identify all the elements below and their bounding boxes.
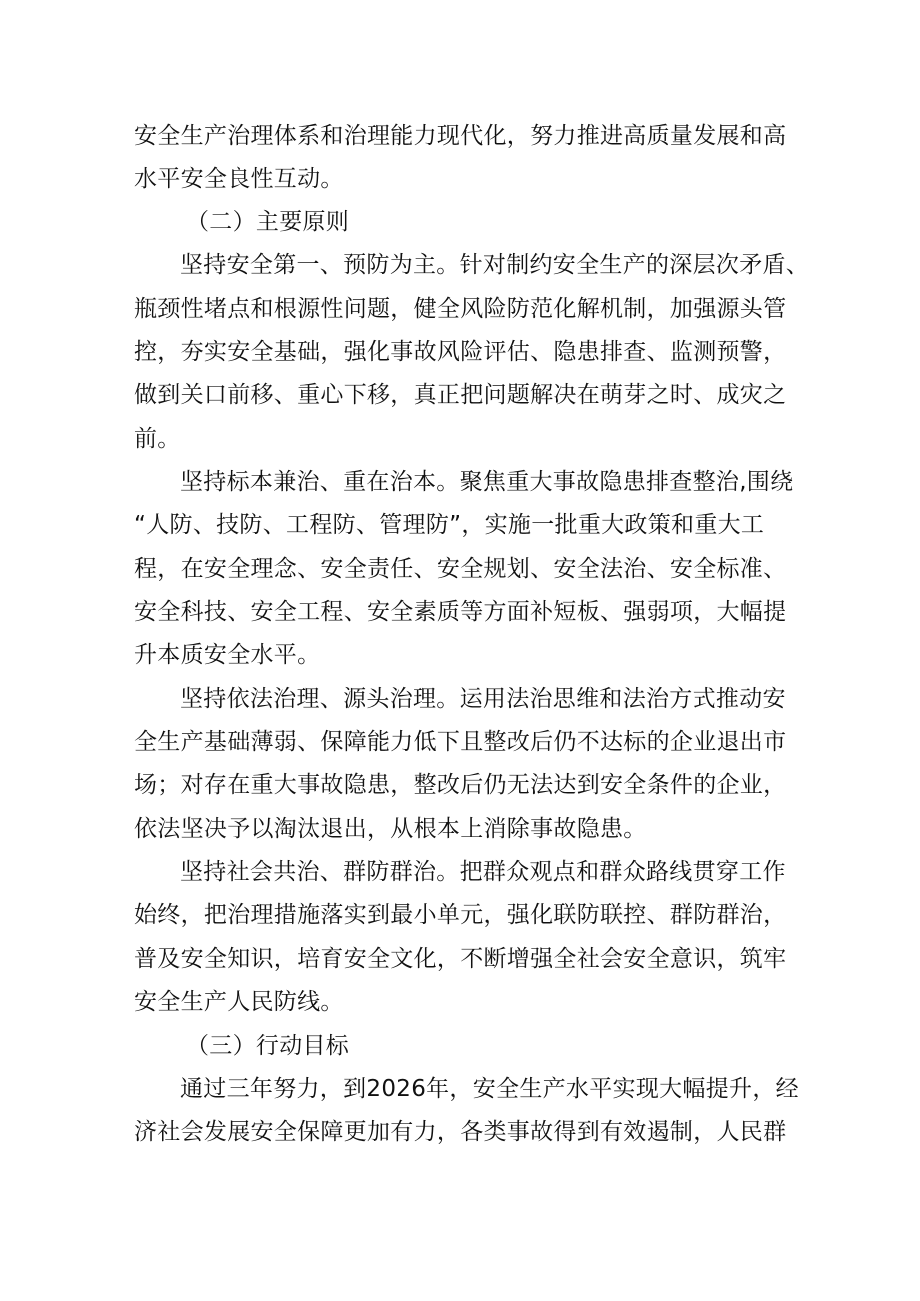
body-text-line: “人防、技防、工程防、管理防”，实施一批重大政策和重大工 [134,512,765,538]
body-text-line: 场；对存在重大事故隐患，整改后仍无法达到安全条件的企业， [134,772,787,798]
body-text-line: 程，在安全理念、安全责任、安全规划、安全法治、安全标准、 [134,556,787,582]
body-text-line: 普及安全知识，培育安全文化，不断增强全社会安全意识，筑牢 [134,946,787,972]
paragraph-first-line: 坚持依法治理、源头治理。运用法治思维和法治方式推动安 [180,686,786,712]
body-text-line: 依法坚决予以淘汰退出，从根本上消除事故隐患。 [134,816,647,842]
paragraph-first-line: 坚持社会共治、群防群治。把群众观点和群众路线贯穿工作 [180,859,786,885]
body-text-line: 做到关口前移、重心下移，真正把问题解决在萌芽之时、成灾之 [134,382,787,408]
body-text-line: 始终，把治理措施落实到最小单元，强化联防联控、群防群治， [134,902,787,928]
paragraph-first-line: 通过三年努力，到2026年，安全生产水平实现大幅提升，经 [180,1076,799,1102]
section-heading: （三）行动目标 [186,1033,350,1059]
body-text-line: 安全生产治理体系和治理能力现代化，努力推进高质量发展和高 [134,123,787,149]
body-text-line: 安全生产人民防线。 [134,989,344,1015]
body-text-line: 瓶颈性堵点和根源性问题，健全风险防范化解机制，加强源头管 [134,296,787,322]
body-text-line: 全生产基础薄弱、保障能力低下且整改后仍不达标的企业退出市 [134,729,787,755]
body-text-line: 水平安全良性互动。 [134,166,344,192]
body-text-line: 济社会发展安全保障更加有力，各类事故得到有效遏制，人民群 [134,1119,787,1145]
body-text-line: 安全科技、安全工程、安全素质等方面补短板、强弱项，大幅提 [134,599,787,625]
body-text-line: 控，夯实安全基础，强化事故风险评估、隐患排查、监测预警， [134,339,787,365]
paragraph-first-line: 坚持标本兼治、重在治本。聚焦重大事故隐患排查整治,围绕 [180,469,794,495]
body-text-line: 升本质安全水平。 [134,642,321,668]
section-heading: （二）主要原则 [186,209,350,235]
body-text-line: 前。 [134,426,181,452]
paragraph-first-line: 坚持安全第一、预防为主。针对制约安全生产的深层次矛盾、 [180,252,810,278]
